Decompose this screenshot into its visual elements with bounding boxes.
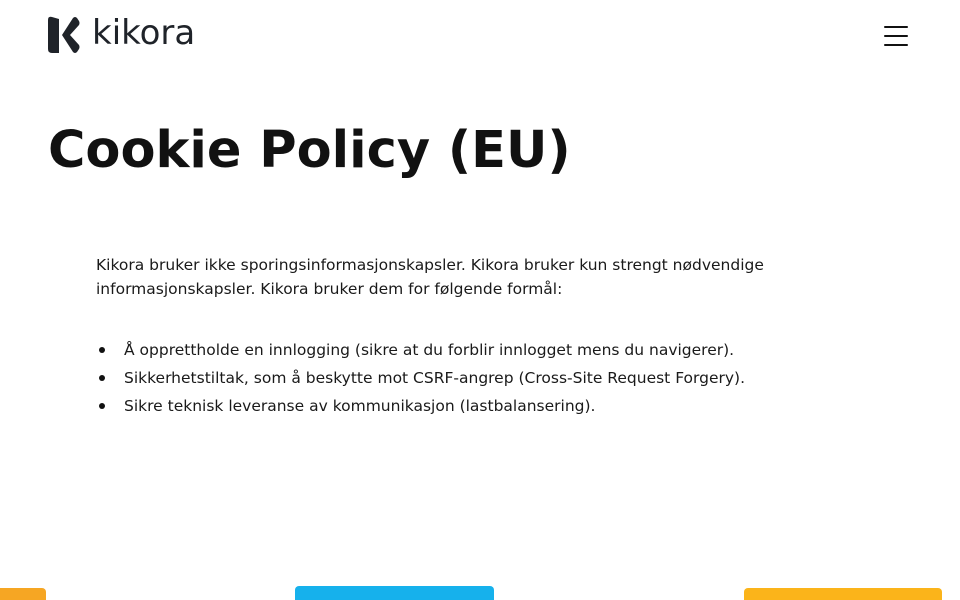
intro-paragraph: Kikora bruker ikke sporingsinformasjonskapsler. Kikora bruker kun strengt nødvendige informasjonskapsler. Kikora bruker dem for følgende formål: [96, 256, 764, 298]
logo-wordmark: kikora [92, 13, 196, 53]
page-title: Cookie Policy (EU) [48, 121, 571, 180]
list-item: Sikre teknisk leveranse av kommunikasjon (lastbalansering). [96, 392, 856, 420]
menu-line [884, 44, 908, 46]
hamburger-menu-icon[interactable] [884, 26, 908, 46]
blue-card[interactable] [295, 586, 494, 600]
yellow-card[interactable] [744, 588, 942, 600]
site-header [48, 13, 912, 56]
kikora-logo-link[interactable] [48, 13, 196, 54]
purpose-list [96, 336, 856, 420]
kikora-logo-icon [48, 16, 80, 54]
card-strip [0, 586, 960, 600]
orange-card[interactable] [0, 588, 46, 600]
list-item: Å opprettholde en innlogging (sikre at du forblir innlogget mens du navigerer). [96, 336, 856, 364]
menu-line [884, 35, 908, 37]
menu-line [884, 26, 908, 28]
list-item: Sikkerhetstiltak, som å beskytte mot CSRF-angrep (Cross-Site Request Forgery). [96, 364, 856, 392]
